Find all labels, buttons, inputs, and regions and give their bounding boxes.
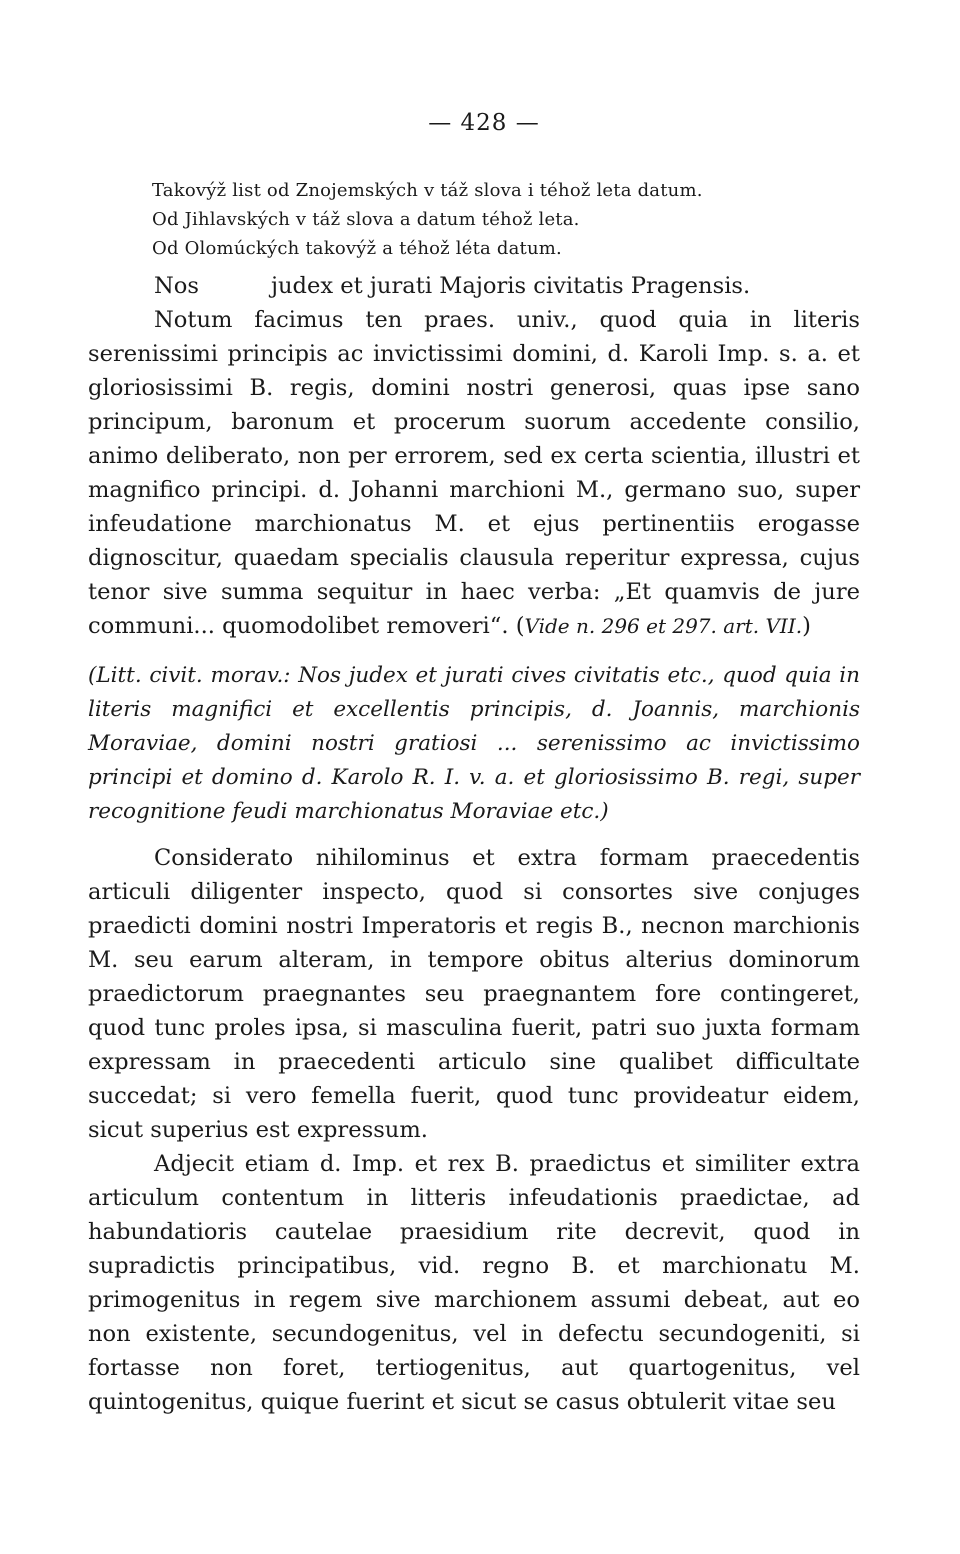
paragraph-notum-text: Notum facimus ten praes. univ., quod quia in literis serenissimi principis ac invictissimi domini, d. Karoli Imp. s. a. et gloriosissimi B. regis, domini nostri generosi, quas ipse sano principum, baronum et procerum suorum accedente consilio, animo deliberato, non per errorem, sed ex certa scientia, illustri et magnifico principi. d. Johanni marchioni M., germano suo, super infeudatione marchionatus M. et ejus pertinentiis erogasse dignoscitur, quaedam specialis clausula reperitur expressa, cujus tenor sive summa sequitur in haec verba: „Et quamvis de jure communi... quomodolibet removeri“. ( [88, 307, 860, 639]
paragraph-notum [88, 303, 860, 643]
salutation-nos: Nos [154, 273, 199, 299]
header-notes [152, 176, 860, 263]
salutation-rest: judex et jurati Majoris civitatis Pragensis. [270, 273, 751, 299]
paragraph-adjecit: Adjecit etiam d. Imp. et rex B. praedictus et similiter extra articulum contentum in litteris infeudationis praedictae, ad habundatioris cautelae praesidium rite decrevit, quod in supradictis principatibus, vid. regno B. et marchionatu M. primogenitus in regem sive marchionem assumi debeat, aut eo non existente, secundogenitus, vel in defectu secundogeniti, si fortasse non foret, tertiogenitus, aut quartogenitus, vel quintogenitus, quique fuerint et sicut se casus obtulerit vitae seu [88, 1151, 860, 1415]
salutation-line [154, 269, 860, 303]
page-number: — 428 — [428, 110, 540, 136]
header-line: Od Jihlavských v táž slova a datum téhož leta. [152, 209, 580, 230]
italic-note: (Litt. civit. morav.: Nos judex et jurati cives civitatis etc., quod quia in literis magnifici et excellentis principis, d. Joannis, marchionis Moraviae, domini nostri gratiosi ... serenissimo ac invictissimo principi et domino d. Karolo R. I. v. a. et gloriosissimo B. regi, super recognitione feudi marchionatus Moraviae etc.) [88, 663, 860, 824]
header-line: Od Olomúckých takovýž a téhož léta datum. [152, 238, 562, 259]
paragraph-considerato: Considerato nihilominus et extra formam praecedentis articuli diligenter inspecto, quod si consortes sive conjuges praedicti domini nostri Imperatoris et regis B., necnon marchionis M. seu earum alteram, in tempore obitus alterius dominorum praedictorum praegnantes seu praegnantem fore contingeret, quod tunc proles ipsa, si masculina fuerit, patri suo juxta formam expressam in praecedenti articulo sine qualibet difficultate succedat; si vero femella fuerit, quod tunc provideatur eidem, sicut superius est expressum. [88, 845, 860, 1143]
document-page [88, 110, 860, 1419]
header-line: Takovýž list od Znojemských v táž slova i téhož leta datum. [152, 180, 703, 201]
paragraph-notum-close: ) [802, 613, 811, 639]
cross-reference: Vide n. 296 et 297. art. VII. [524, 614, 803, 638]
